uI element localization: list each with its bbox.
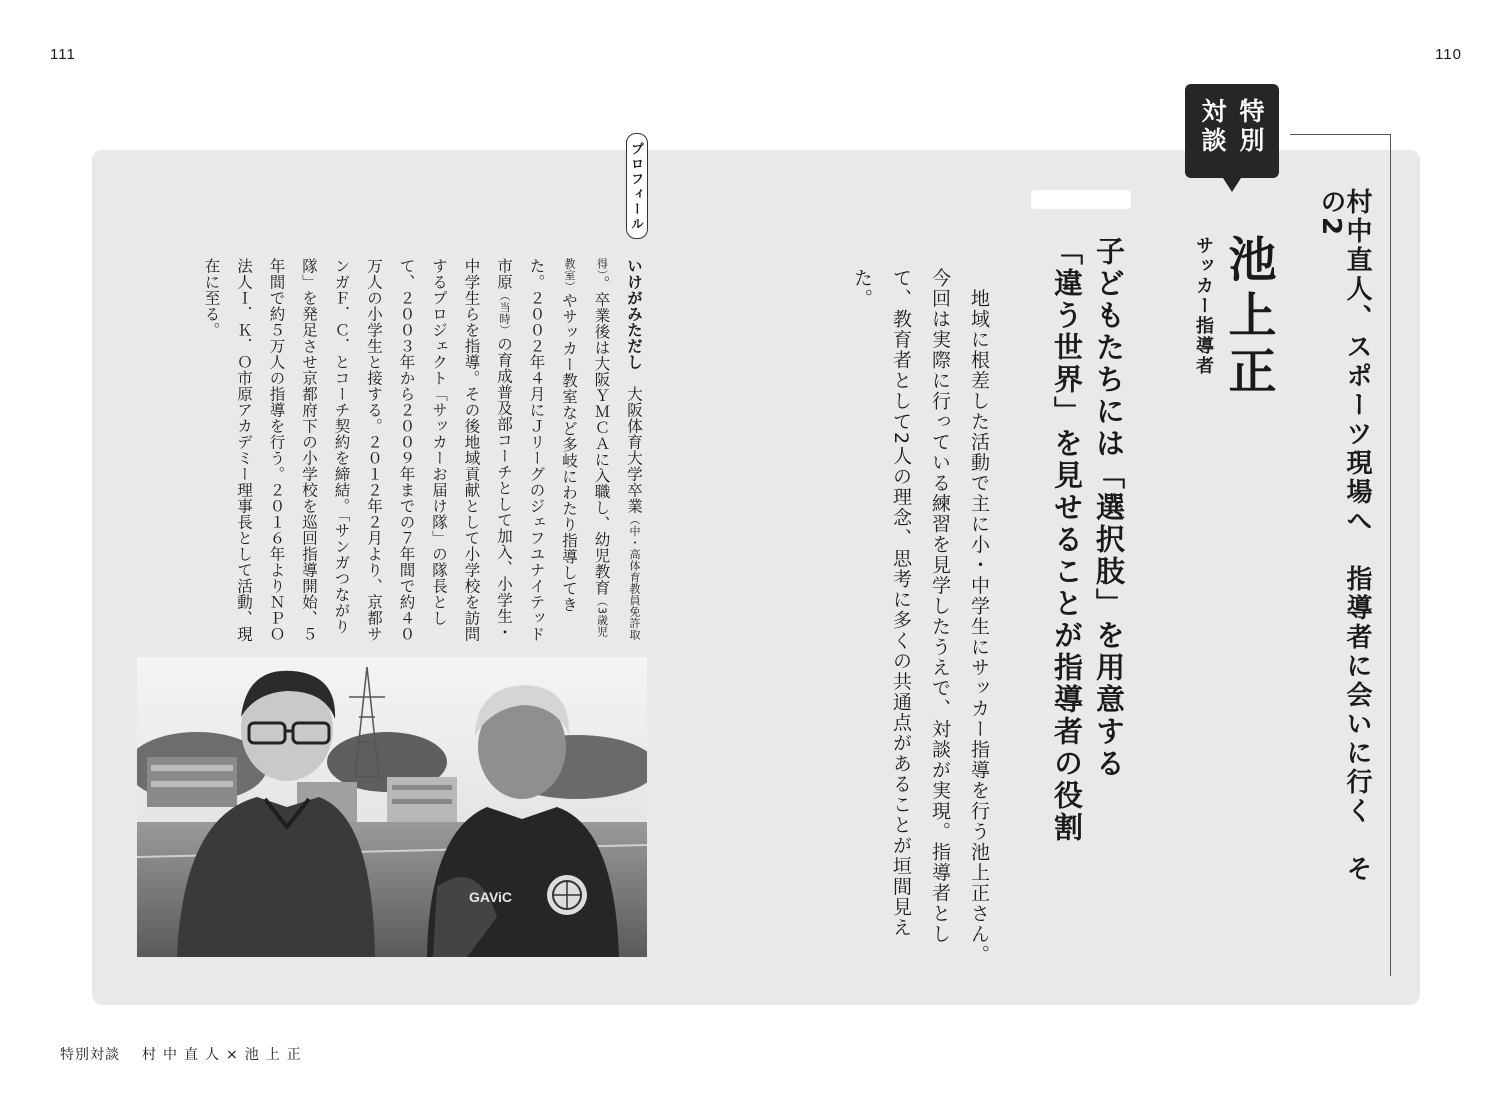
profile-note-c: （当時） xyxy=(498,290,511,336)
footer xyxy=(60,1044,308,1064)
page-number-left: 111 xyxy=(50,46,76,63)
badge-text-1: 特別 xyxy=(1236,98,1265,156)
profile-body xyxy=(195,258,650,643)
profile-text-d: の育成普及部コーチとして加入、小学生・中学生らを指導。その後地域貢献として小学校を訪問するプロジェクト「サッカーお届け隊」の隊長として、２００３年から２００９年までの７年間で約４０万人の小学生と接する。２０１２年２月より、京都サンガＦ．Ｃ．とコーチ契約を締結。「サンガつながり隊」を発足させ京都府下の小学校を巡回指導開始、５年間で約５万人の指導を行う。２０１６年よりＮＰＯ法人Ｉ．Ｋ．Ｏ市原アカデミー理事長として活動、現在に至る。 xyxy=(202,258,513,642)
title-rule-vertical xyxy=(1390,134,1391,976)
page-number-right: 110 xyxy=(1435,46,1462,63)
profile-text-c: やサッカー教室など多岐にわたり指導してきた。２００２年４月にＪリーグのジェフユナイテッド市原 xyxy=(495,258,578,642)
shirt-logo-text: GAViC xyxy=(469,889,513,905)
profile-tag xyxy=(626,133,648,239)
name-label-pill xyxy=(1031,190,1131,209)
headline-line-2: 「違う世界」を見せることが指導者の役割 xyxy=(1050,236,1084,844)
lead-paragraph: 地域に根差した活動で主に小・中学生にサッカー指導を行う池上正さん。今回は実際に行っている練習を見学したうえで、対談が実現。指導者として、教育者として2人の理念、思考に多くの共通点があることが垣間見えた。 xyxy=(851,268,990,965)
subject-role: サッカー指導者 xyxy=(1193,236,1214,376)
special-talk-badge xyxy=(1185,84,1279,178)
profile-note-b: （3歳児教室） xyxy=(563,258,609,638)
title-rule-horizontal xyxy=(1290,134,1390,135)
profile-note-a: （中・高体育教員免許取得） xyxy=(595,258,641,641)
series-title: 村中直人、スポーツ現場へ 指導者に会いに行く その2 xyxy=(1316,188,1372,884)
footer-names: 村中直人×池上正 xyxy=(142,1047,308,1063)
profile-tag-label: プロフィール xyxy=(628,142,643,232)
article-headline xyxy=(1046,236,1130,876)
footer-label: 特別対談 xyxy=(60,1047,120,1063)
badge-text-2: 対談 xyxy=(1198,98,1227,156)
profile-text-b: 。卒業後は大阪ＹＭＣＡに入職し、幼児教育 xyxy=(592,275,611,596)
profile-name: いけがみただし xyxy=(625,258,643,370)
interview-photo xyxy=(137,657,647,957)
profile-text-a: 大阪体育大学卒業 xyxy=(625,370,643,514)
headline-line-1: 子どもたちには「選択肢」を用意する xyxy=(1092,236,1126,780)
subject-name: 池上正 xyxy=(1220,234,1276,402)
